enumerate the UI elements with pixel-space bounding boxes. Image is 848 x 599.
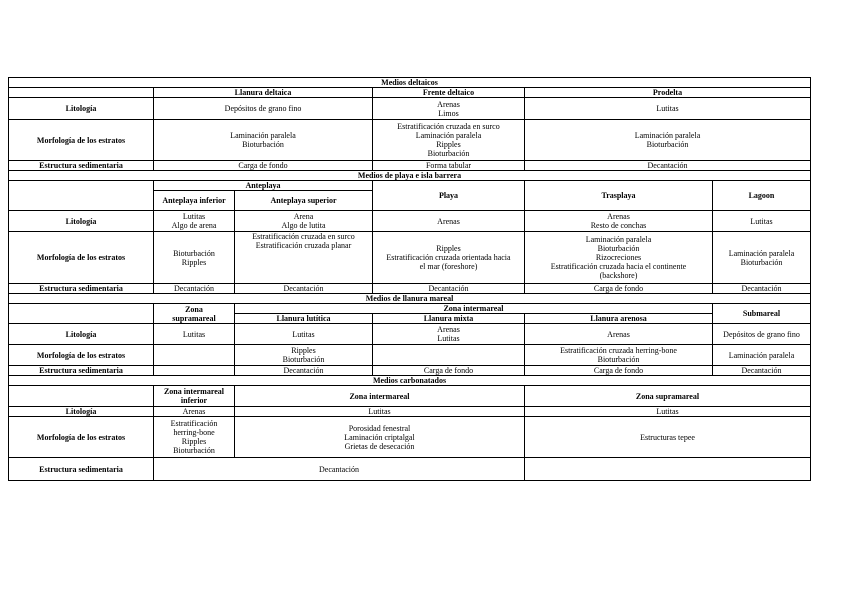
header-llanura-mixta: Llanura mixta: [373, 314, 525, 324]
cell-playa-antsup-litologia: Arena Algo de lutita: [235, 211, 373, 232]
cell-playa-trasplaya-morfologia: Laminación paralela Bioturbación Rizocreciones Estratificación cruzada hacia el continente (backshore): [525, 232, 713, 284]
cell-deltaicos-llanura-estructura: Carga de fondo: [154, 161, 373, 171]
header-submareal: Submareal: [713, 304, 811, 324]
cell-playa-playa-morfologia: Ripples Estratificación cruzada orientada hacia el mar (foreshore): [373, 232, 525, 284]
cell-deltaicos-llanura-morfologia: Laminación paralela Bioturbación: [154, 120, 373, 161]
cell-playa-lagoon-estructura: Decantación: [713, 284, 811, 294]
row-label-estructura: Estructura sedimentaria: [9, 366, 154, 376]
empty-cell: [154, 345, 235, 366]
empty-cell: [9, 304, 154, 324]
header-llanura-lutitica: Llanura lutítica: [235, 314, 373, 324]
environments-table: [8, 77, 811, 481]
section-title-deltaicos: Medios deltaicos: [9, 78, 811, 88]
cell-playa-playa-estructura: Decantación: [373, 284, 525, 294]
header-anteplaya-superior: Anteplaya superior: [235, 191, 373, 211]
cell-mareal-arenosa-litologia: Arenas: [525, 324, 713, 345]
row-label-estructura: Estructura sedimentaria: [9, 458, 154, 481]
cell-playa-trasplaya-estructura: Carga de fondo: [525, 284, 713, 294]
row-label-morfologia: Morfología de los estratos: [9, 232, 154, 284]
header-playa: Playa: [373, 181, 525, 211]
cell-playa-antinf-morfologia: Bioturbación Ripples: [154, 232, 235, 284]
cell-playa-lagoon-morfologia: Laminación paralela Bioturbación: [713, 232, 811, 284]
empty-cell: [373, 345, 525, 366]
cell-deltaicos-frente-litologia: Arenas Limos: [373, 98, 525, 120]
header-llanura-deltaica: Llanura deltaica: [154, 88, 373, 98]
header-lagoon: Lagoon: [713, 181, 811, 211]
cell-deltaicos-prodelta-estructura: Decantación: [525, 161, 811, 171]
cell-carb-supramareal-morfologia: Estructuras tepee: [525, 417, 811, 458]
cell-mareal-supra-litologia: Lutitas: [154, 324, 235, 345]
cell-carb-intermareal-estructura: Decantación: [154, 458, 525, 481]
header-anteplaya-group: Anteplaya: [154, 181, 373, 191]
section-title-mareal: Medios de llanura mareal: [9, 294, 811, 304]
cell-playa-antsup-estructura: Decantación: [235, 284, 373, 294]
cell-mareal-lutitica-estructura: Decantación: [235, 366, 373, 376]
row-label-morfologia: Morfología de los estratos: [9, 417, 154, 458]
cell-carb-intermareal-morfologia: Porosidad fenestral Laminación criptalgal Grietas de desecación: [235, 417, 525, 458]
section-title-carbonatados: Medios carbonatados: [9, 376, 811, 386]
header-zona-supramareal: Zona supramareal: [525, 386, 811, 407]
cell-mareal-mixta-litologia: Arenas Lutitas: [373, 324, 525, 345]
cell-playa-playa-litologia: Arenas: [373, 211, 525, 232]
empty-cell: [154, 366, 235, 376]
empty-cell: [9, 88, 154, 98]
cell-carb-intermareal-litologia: Lutitas: [235, 407, 525, 417]
header-trasplaya: Trasplaya: [525, 181, 713, 211]
header-zona-intermareal: Zona intermareal: [235, 304, 713, 314]
cell-mareal-submareal-morfologia: Laminación paralela: [713, 345, 811, 366]
header-frente-deltaico: Frente deltaico: [373, 88, 525, 98]
cell-playa-trasplaya-litologia: Arenas Resto de conchas: [525, 211, 713, 232]
row-label-litologia: Litología: [9, 98, 154, 120]
section-title-playa: Medios de playa e isla barrera: [9, 171, 811, 181]
cell-playa-lagoon-litologia: Lutitas: [713, 211, 811, 232]
cell-playa-antinf-estructura: Decantación: [154, 284, 235, 294]
header-llanura-arenosa: Llanura arenosa: [525, 314, 713, 324]
cell-carb-supramareal-litologia: Lutitas: [525, 407, 811, 417]
empty-cell: [9, 386, 154, 407]
cell-deltaicos-frente-morfologia: Estratificación cruzada en surco Laminación paralela Ripples Bioturbación: [373, 120, 525, 161]
empty-cell: [9, 181, 154, 211]
cell-deltaicos-frente-estructura: Forma tabular: [373, 161, 525, 171]
row-label-litologia: Litología: [9, 407, 154, 417]
cell-mareal-lutitica-morfologia: Ripples Bioturbación: [235, 345, 373, 366]
cell-deltaicos-prodelta-morfologia: Laminación paralela Bioturbación: [525, 120, 811, 161]
row-label-estructura: Estructura sedimentaria: [9, 284, 154, 294]
cell-playa-antinf-litologia: Lutitas Algo de arena: [154, 211, 235, 232]
cell-mareal-mixta-estructura: Carga de fondo: [373, 366, 525, 376]
header-zona-supramareal: Zona supramareal: [154, 304, 235, 324]
cell-mareal-arenosa-morfologia: Estratificación cruzada herring-bone Bioturbación: [525, 345, 713, 366]
row-label-morfologia: Morfología de los estratos: [9, 120, 154, 161]
row-label-morfologia: Morfología de los estratos: [9, 345, 154, 366]
row-label-estructura: Estructura sedimentaria: [9, 161, 154, 171]
row-label-litologia: Litología: [9, 211, 154, 232]
cell-mareal-submareal-litologia: Depósitos de grano fino: [713, 324, 811, 345]
cell-mareal-submareal-estructura: Decantación: [713, 366, 811, 376]
header-zona-intermareal-inferior: Zona intermareal inferior: [154, 386, 235, 407]
header-zona-intermareal: Zona intermareal: [235, 386, 525, 407]
cell-carb-inferior-litologia: Arenas: [154, 407, 235, 417]
cell-mareal-lutitica-litologia: Lutitas: [235, 324, 373, 345]
cell-playa-antsup-morfologia: Estratificación cruzada en surco Estratificación cruzada planar: [235, 232, 373, 284]
empty-cell: [525, 458, 811, 481]
row-label-litologia: Litología: [9, 324, 154, 345]
cell-carb-inferior-morfologia: Estratificación herring-bone Ripples Bioturbación: [154, 417, 235, 458]
cell-deltaicos-llanura-litologia: Depósitos de grano fino: [154, 98, 373, 120]
cell-mareal-arenosa-estructura: Carga de fondo: [525, 366, 713, 376]
cell-deltaicos-prodelta-litologia: Lutitas: [525, 98, 811, 120]
header-anteplaya-inferior: Anteplaya inferior: [154, 191, 235, 211]
header-prodelta: Prodelta: [525, 88, 811, 98]
